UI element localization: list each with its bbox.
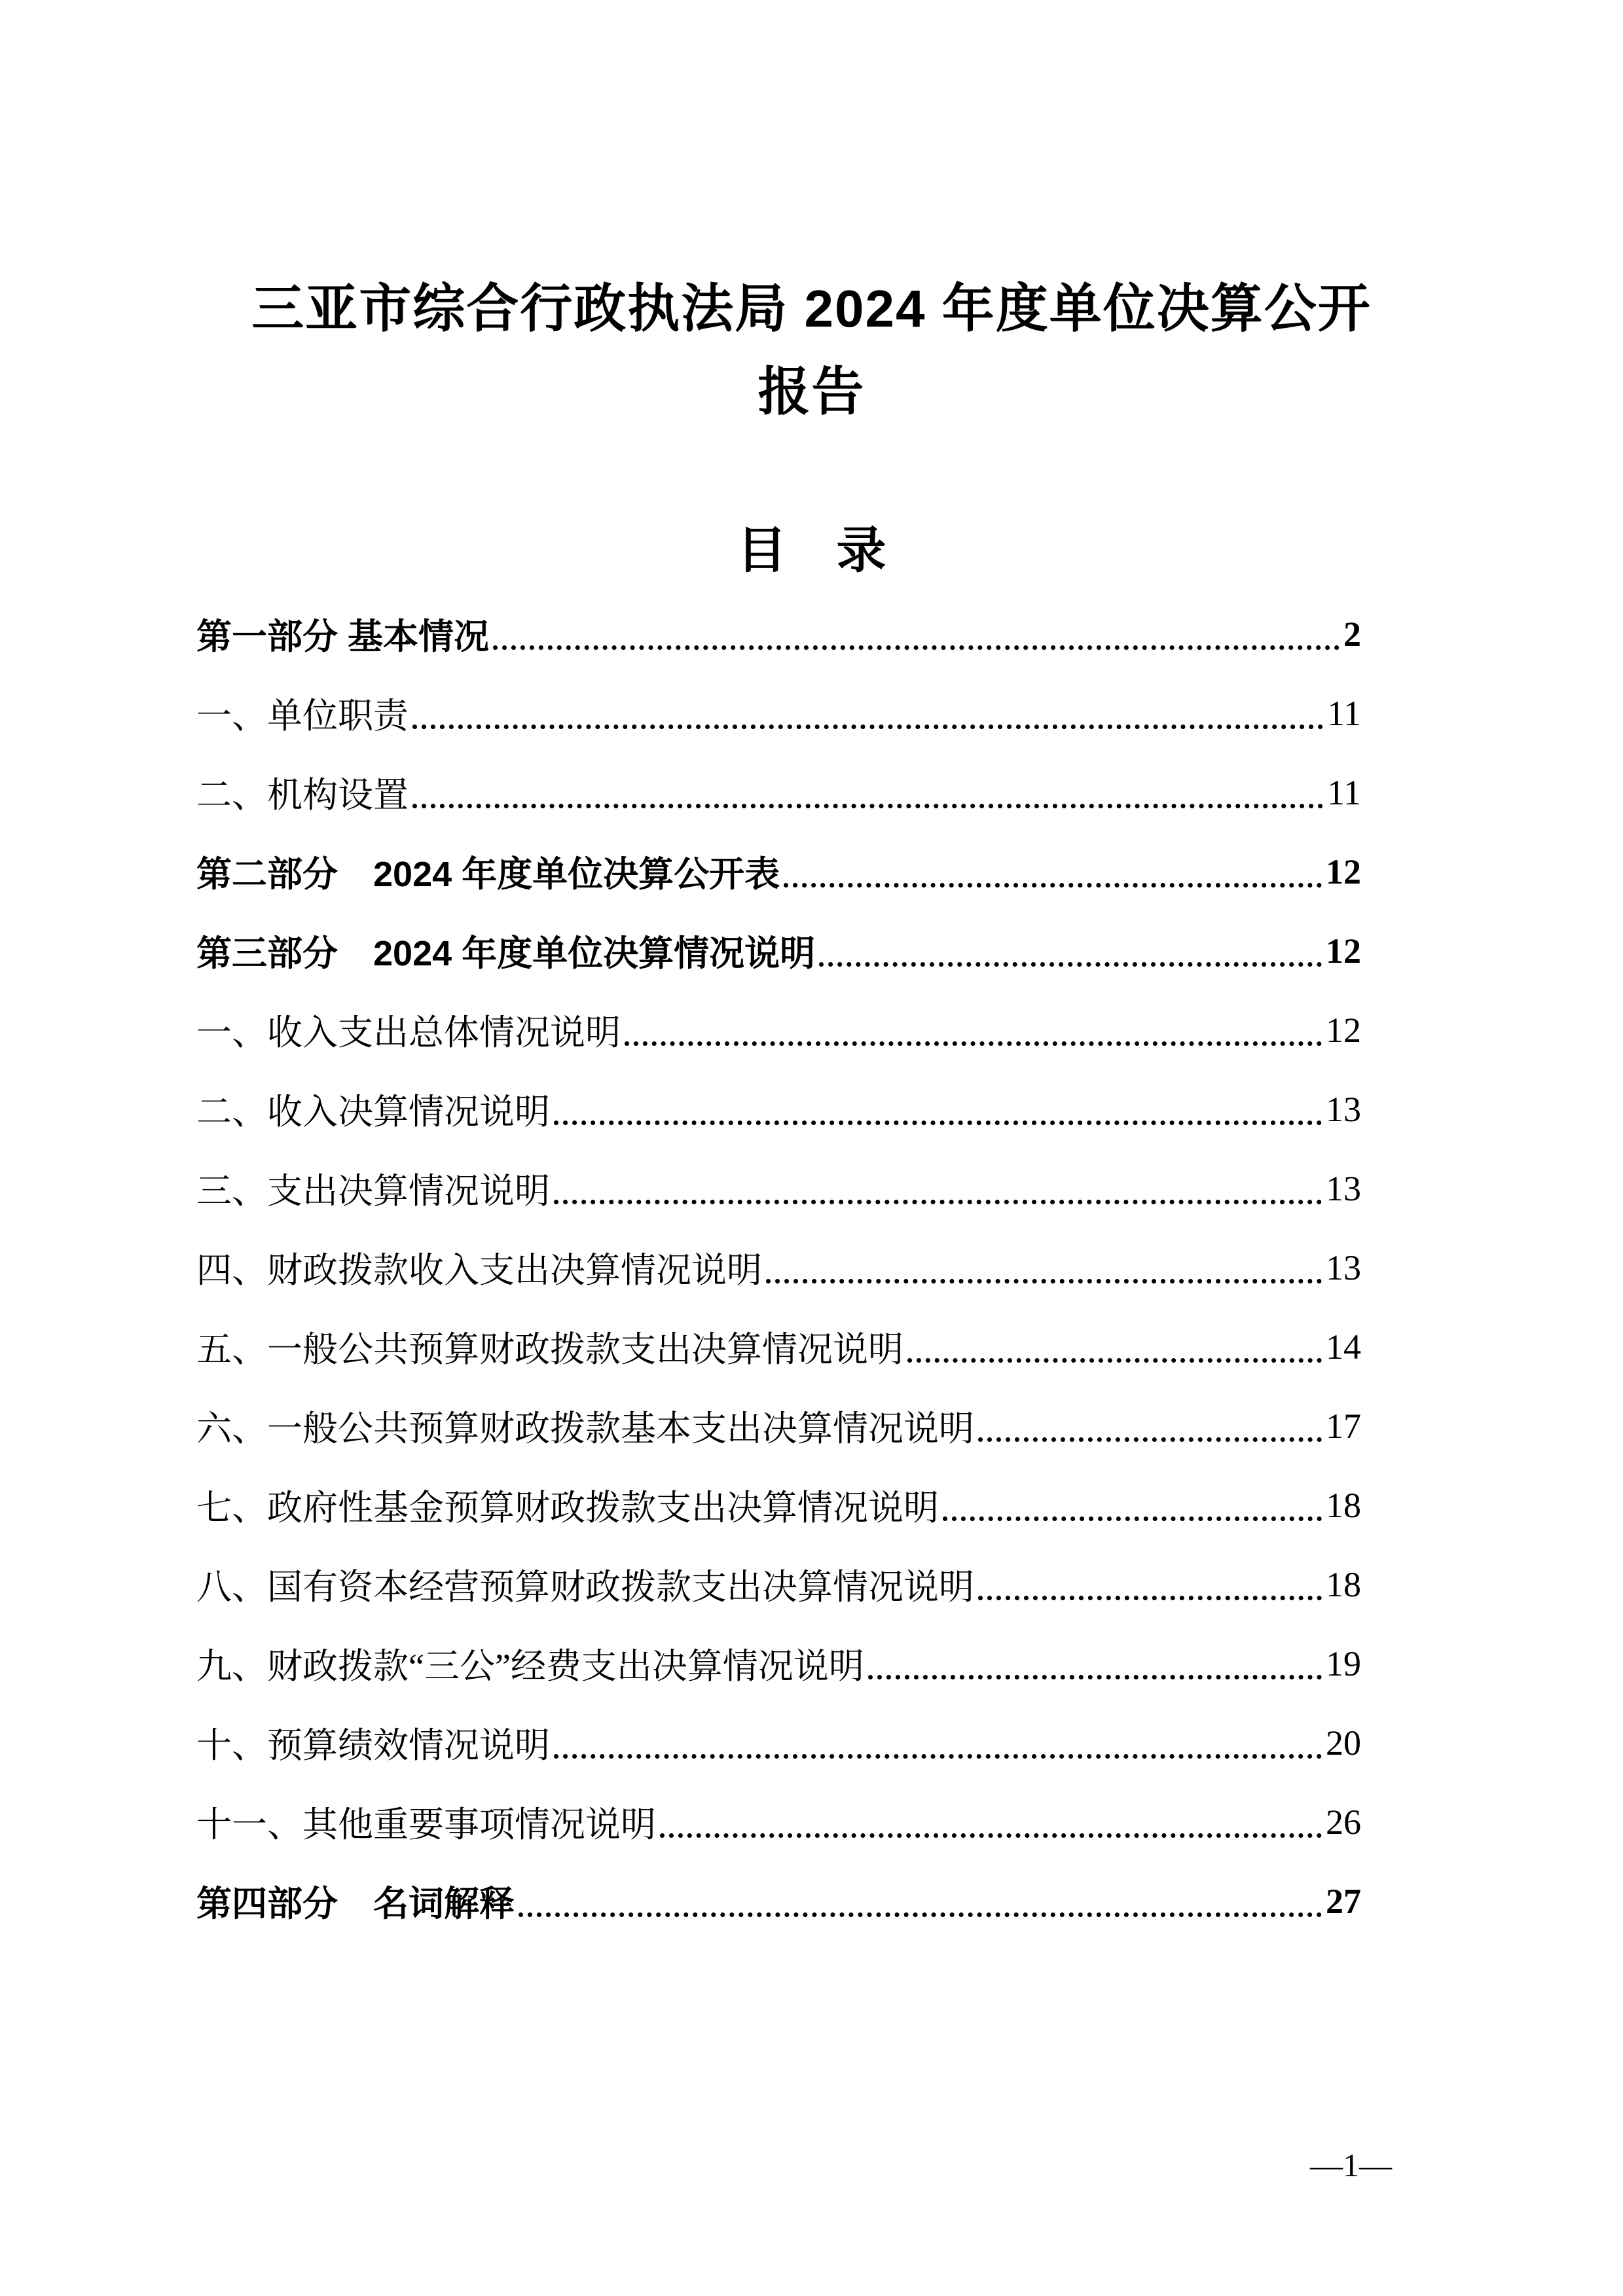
toc-entry-label: 十一、其他重要事项情况说明 bbox=[196, 1805, 656, 1844]
toc-entry-label: 六、一般公共预算财政拨款基本支出决算情况说明 bbox=[196, 1409, 974, 1448]
toc-entry-page: 14 bbox=[1326, 1327, 1361, 1367]
toc-entry-page: 27 bbox=[1326, 1881, 1361, 1921]
toc-entry[interactable] bbox=[196, 1703, 1361, 1782]
toc-heading: 目 录 bbox=[737, 523, 886, 579]
toc-entry-page: 13 bbox=[1326, 1168, 1361, 1208]
toc-leader-dots bbox=[784, 832, 1322, 888]
toc-leader-dots bbox=[554, 1149, 1322, 1204]
toc-entry-label: 第四部分 名词解释 bbox=[196, 1884, 515, 1924]
toc-entry[interactable] bbox=[196, 1149, 1361, 1228]
toc-leader-dots bbox=[554, 1069, 1322, 1125]
toc-entry-page: 17 bbox=[1326, 1406, 1361, 1446]
toc-entry-label: 三、支出决算情况说明 bbox=[196, 1172, 550, 1211]
toc-entry-label: 第三部分 2024 年度单位决算情况说明 bbox=[196, 934, 816, 973]
toc-entry-page: 12 bbox=[1326, 1010, 1361, 1050]
toc-entry[interactable] bbox=[196, 1069, 1361, 1149]
toc-leader-dots bbox=[978, 1386, 1322, 1442]
toc-leader-dots bbox=[412, 673, 1323, 729]
toc-entry-page: 19 bbox=[1326, 1643, 1361, 1683]
toc-entry[interactable] bbox=[196, 1861, 1361, 1941]
toc-entry-label: 八、国有资本经营预算财政拨款支出决算情况说明 bbox=[196, 1568, 974, 1607]
toc-entry-label: 十、预算绩效情况说明 bbox=[196, 1726, 550, 1765]
toc-leader-dots bbox=[819, 911, 1322, 967]
document-title-line1: 三亚市综合行政执法局 2024 年度单位决算公开 bbox=[251, 279, 1372, 338]
toc-entry[interactable] bbox=[196, 1782, 1361, 1861]
toc-leader-dots bbox=[625, 990, 1322, 1046]
toc-entry[interactable] bbox=[196, 1307, 1361, 1386]
toc-leader-dots bbox=[943, 1465, 1322, 1521]
toc-entry-page: 12 bbox=[1326, 931, 1361, 971]
toc-entry[interactable] bbox=[196, 1228, 1361, 1307]
document-title bbox=[0, 0, 1623, 433]
toc-entry-label: 四、财政拨款收入支出决算情况说明 bbox=[196, 1251, 762, 1290]
toc-entry-label: 第二部分 2024 年度单位决算公开表 bbox=[196, 855, 780, 894]
toc-entry[interactable] bbox=[196, 1624, 1361, 1703]
toc-entry[interactable] bbox=[196, 911, 1361, 990]
toc-entry-label: 九、财政拨款“三公”经费支出决算情况说明 bbox=[196, 1647, 864, 1686]
toc-entry-page: 2 bbox=[1343, 614, 1361, 654]
toc-leader-dots bbox=[907, 1307, 1322, 1363]
toc-entry-label: 第一部分 基本情况 bbox=[196, 617, 490, 656]
toc-entry[interactable] bbox=[196, 1386, 1361, 1465]
toc-entry-label: 五、一般公共预算财政拨款支出决算情况说明 bbox=[196, 1330, 903, 1369]
toc-leader-dots bbox=[519, 1861, 1322, 1917]
toc-entry[interactable] bbox=[196, 594, 1361, 673]
toc-leader-dots bbox=[493, 594, 1340, 650]
toc-entry-page: 18 bbox=[1326, 1485, 1361, 1525]
toc-entry-label: 七、政府性基金预算财政拨款支出决算情况说明 bbox=[196, 1488, 939, 1528]
toc-entry-label: 二、收入决算情况说明 bbox=[196, 1092, 550, 1132]
toc-entry[interactable] bbox=[196, 990, 1361, 1069]
toc-entry-page: 18 bbox=[1326, 1564, 1361, 1604]
toc-entry-page: 11 bbox=[1327, 772, 1361, 812]
toc-entry-page: 20 bbox=[1326, 1723, 1361, 1763]
toc-entry[interactable] bbox=[196, 832, 1361, 911]
toc-entry-page: 26 bbox=[1326, 1802, 1361, 1842]
toc-entry-page: 12 bbox=[1326, 852, 1361, 891]
toc-entry-page: 11 bbox=[1327, 693, 1361, 733]
toc-leader-dots bbox=[412, 753, 1323, 808]
toc-leader-dots bbox=[978, 1545, 1322, 1600]
toc-entry-label: 一、单位职责 bbox=[196, 696, 409, 736]
toc-list bbox=[196, 594, 1361, 1941]
toc-leader-dots bbox=[766, 1228, 1322, 1283]
toc-entry-page: 13 bbox=[1326, 1089, 1361, 1129]
toc-entry[interactable] bbox=[196, 1465, 1361, 1545]
toc-leader-dots bbox=[868, 1624, 1322, 1679]
toc-leader-dots bbox=[660, 1782, 1322, 1838]
toc-leader-dots bbox=[554, 1703, 1322, 1759]
toc-entry[interactable] bbox=[196, 753, 1361, 832]
document-title-line2: 报告 bbox=[757, 363, 866, 421]
toc-entry-page: 13 bbox=[1326, 1247, 1361, 1287]
toc-entry-label: 二、机构设置 bbox=[196, 776, 409, 815]
footer-page-number: —1— bbox=[1310, 2147, 1392, 2183]
toc-entry[interactable] bbox=[196, 673, 1361, 753]
toc-entry-label: 一、收入支出总体情况说明 bbox=[196, 1013, 621, 1052]
toc-entry[interactable] bbox=[196, 1545, 1361, 1624]
